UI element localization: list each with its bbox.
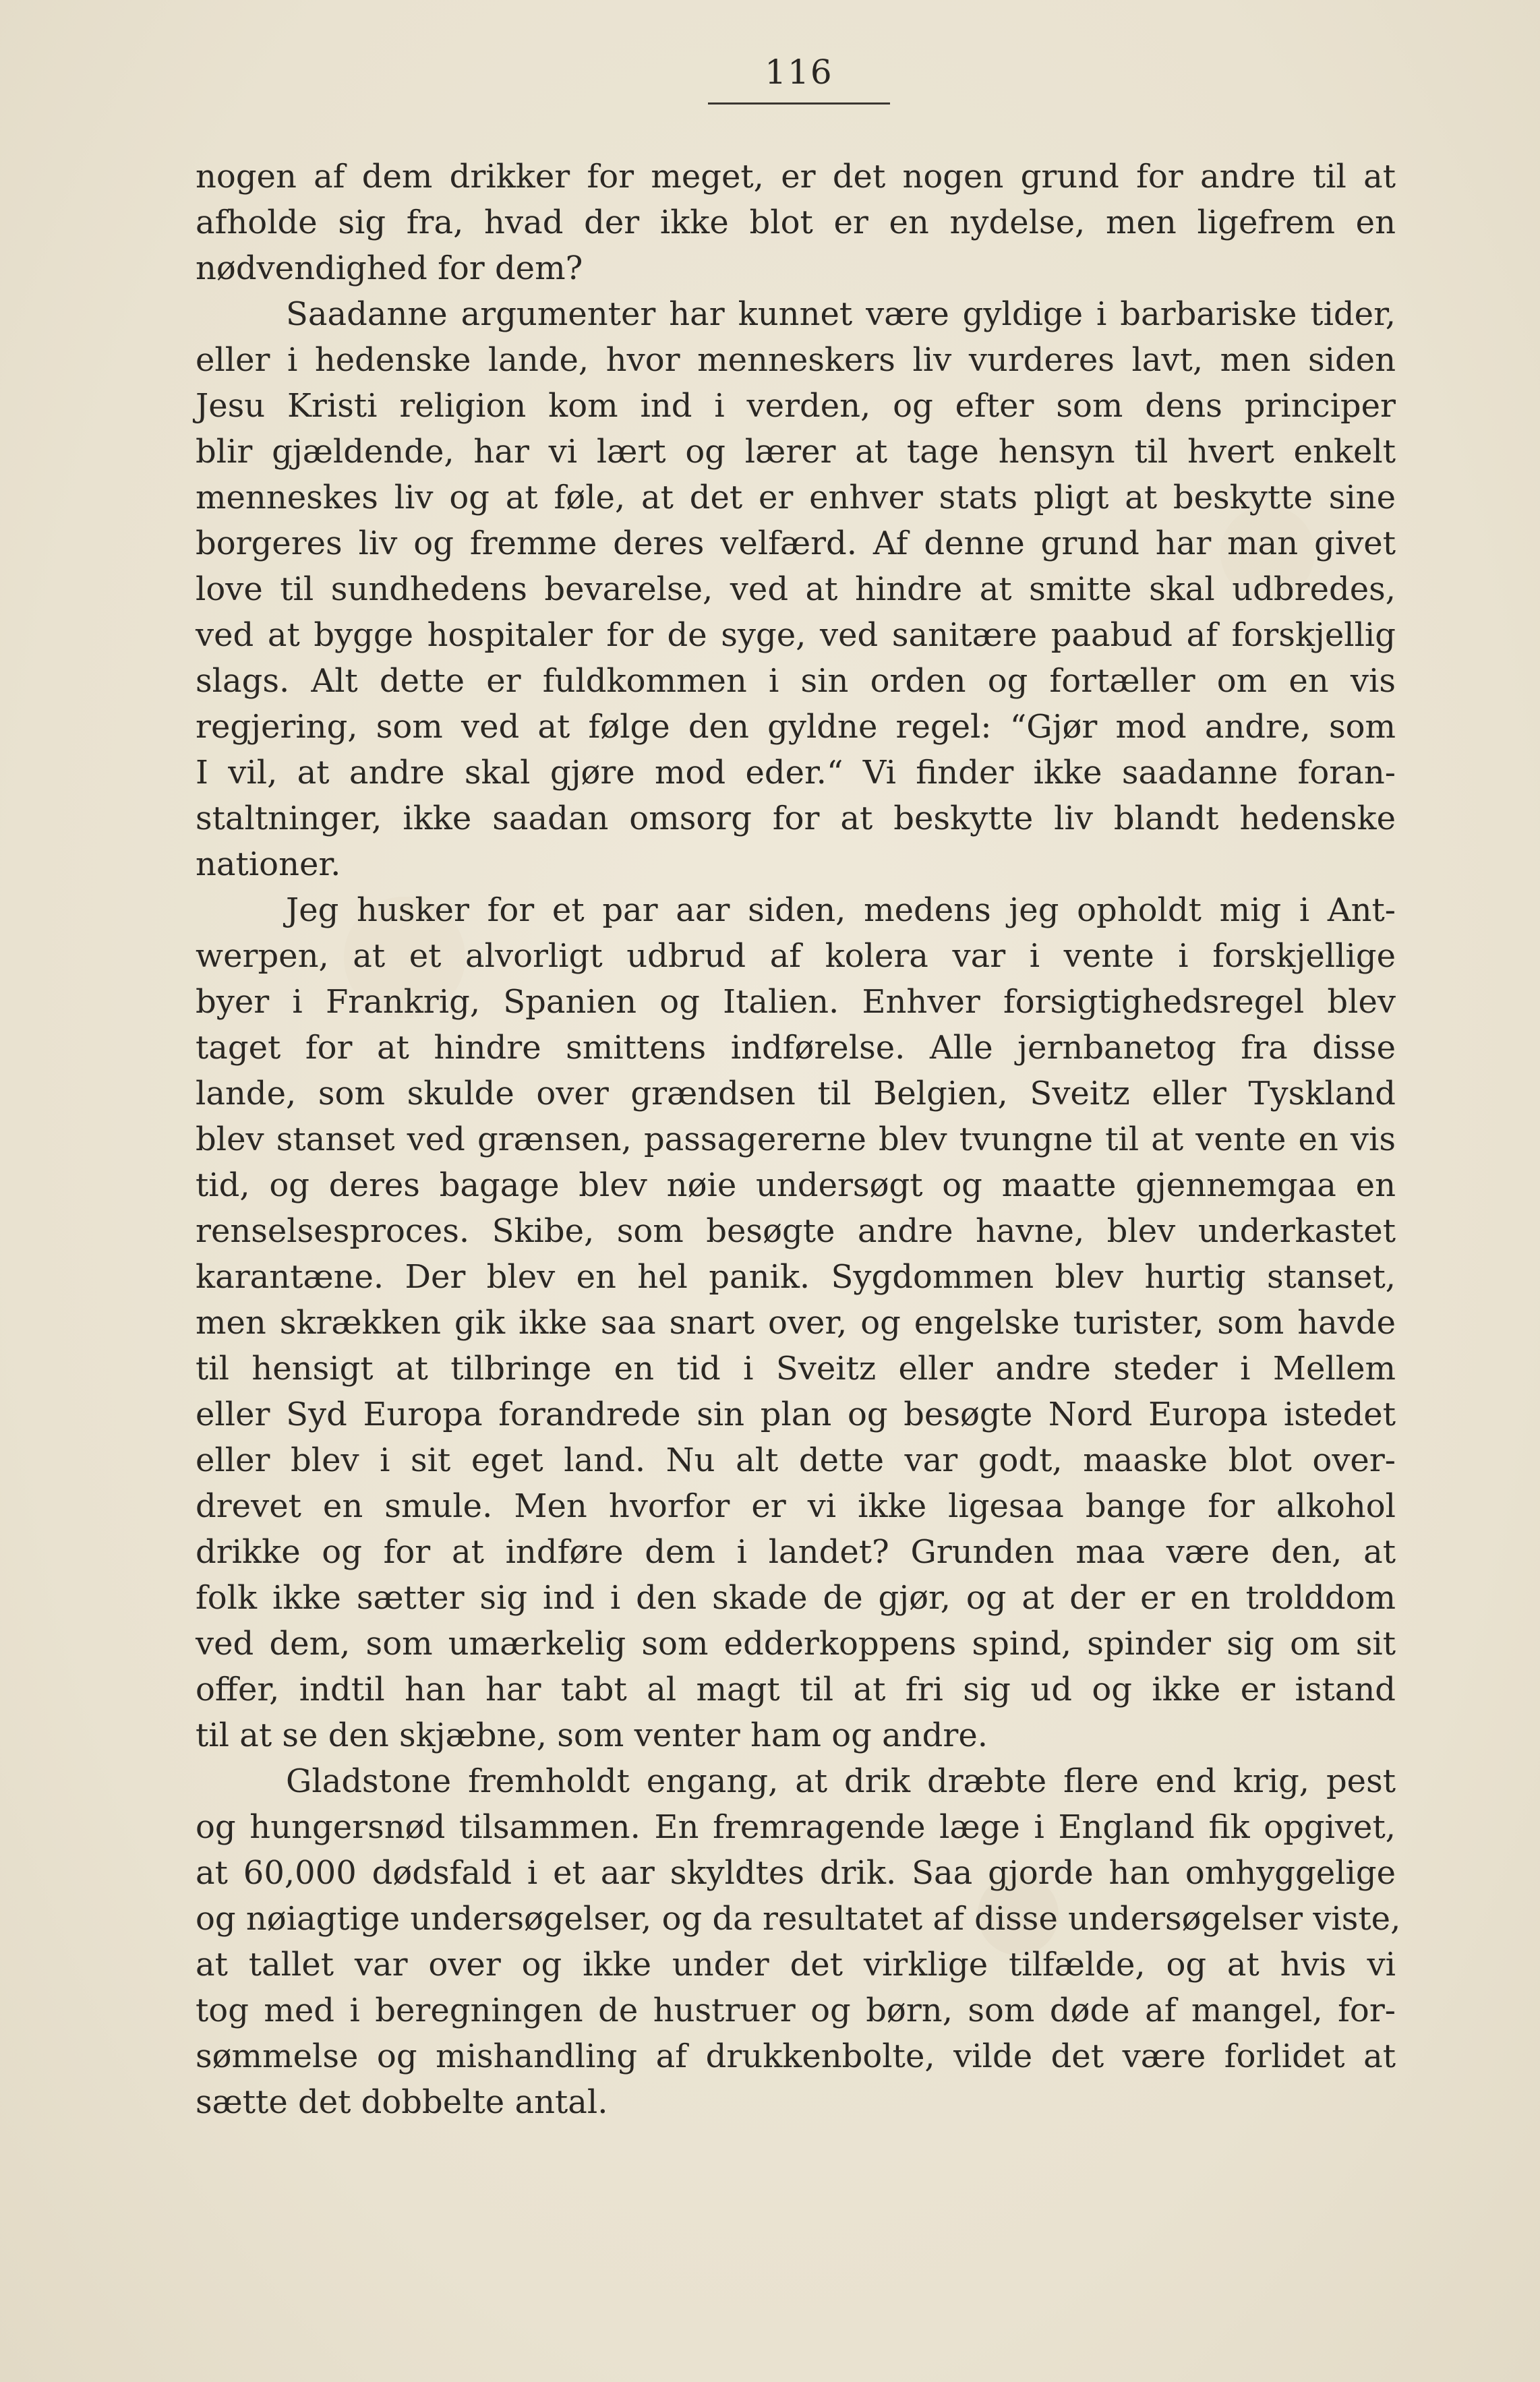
- text-line: ved at bygge hospitaler for de syge, ved sanitære paabud af forskjellig: [196, 616, 1396, 654]
- text-line: Gladstone fremholdt engang, at drik dræbte flere end krig, pest: [286, 1762, 1396, 1800]
- text-line: offer, indtil han har tabt al magt til at fri sig ud og ikke er istand: [196, 1671, 1396, 1708]
- text-line: werpen, at et alvorligt udbrud af kolera var i vente i forskjellige: [196, 937, 1396, 975]
- text-line: til hensigt at tilbringe en tid i Sveitz eller andre steder i Mellem: [196, 1350, 1396, 1388]
- text-line: drevet en smule. Men hvorfor er vi ikke ligesaa bange for alkohol: [196, 1487, 1396, 1525]
- text-line: nationer.: [196, 845, 341, 883]
- text-line: karantæne. Der blev en hel panik. Sygdommen blev hurtig stanset,: [196, 1258, 1396, 1296]
- text-line: sætte det dobbelte antal.: [196, 2083, 608, 2121]
- text-line: eller blev i sit eget land. Nu alt dette var godt, maaske blot over-: [196, 1441, 1396, 1479]
- text-line: slags. Alt dette er fuldkommen i sin orden og fortæller om en vis: [196, 662, 1396, 700]
- text-line: tog med i beregningen de hustruer og børn, som døde af mangel, for-: [196, 1992, 1396, 2029]
- header-rule: [708, 102, 890, 105]
- text-line: nogen af dem drikker for meget, er det nogen grund for andre til at: [196, 158, 1396, 196]
- text-line: love til sundhedens bevarelse, ved at hindre at smitte skal udbredes,: [196, 570, 1396, 608]
- text-line: Jesu Kristi religion kom ind i verden, og efter som dens principer: [196, 387, 1396, 425]
- text-line: nødvendighed for dem?: [196, 249, 583, 287]
- text-line: sømmelse og mishandling af drukkenbolte, vilde det være forlidet at: [196, 2037, 1396, 2075]
- text-line: lande, som skulde over grændsen til Belgien, Sveitz eller Tyskland: [196, 1075, 1396, 1112]
- text-line: og nøiagtige undersøgelser, og da resultatet af disse undersøgelser viste,: [196, 1900, 1401, 1938]
- text-line: menneskes liv og at føle, at det er enhver stats pligt at beskytte sine: [196, 479, 1396, 516]
- text-line: at 60,000 dødsfald i et aar skyldtes drik. Saa gjorde han omhyggelige: [196, 1854, 1396, 1892]
- text-line: eller i hedenske lande, hvor menneskers liv vurderes lavt, men siden: [196, 341, 1396, 379]
- text-line: byer i Frankrig, Spanien og Italien. Enhver forsigtighedsregel blev: [196, 983, 1396, 1021]
- text-line: til at se den skjæbne, som venter ham og andre.: [196, 1717, 988, 1754]
- text-line: Saadanne argumenter har kunnet være gyldige i barbariske tider,: [286, 295, 1396, 333]
- page-number: 116: [765, 53, 833, 92]
- text-line: taget for at hindre smittens indførelse. Alle jernbanetog fra disse: [196, 1029, 1396, 1067]
- text-line: eller Syd Europa forandrede sin plan og besøgte Nord Europa istedet: [196, 1396, 1396, 1433]
- text-line: renselsesproces. Skibe, som besøgte andre havne, blev underkastet: [196, 1212, 1396, 1250]
- text-line: Jeg husker for et par aar siden, medens jeg opholdt mig i Ant-: [286, 891, 1396, 929]
- text-line: men skrækken gik ikke saa snart over, og engelske turister, som havde: [196, 1304, 1396, 1342]
- text-line: borgeres liv og fremme deres velfærd. Af denne grund har man givet: [196, 525, 1396, 562]
- text-line: at tallet var over og ikke under det virklige tilfælde, og at hvis vi: [196, 1946, 1396, 1984]
- text-line: tid, og deres bagage blev nøie undersøgt og maatte gjennemgaa en: [196, 1166, 1396, 1204]
- body-text: [196, 154, 1401, 2125]
- text-line: I vil, at andre skal gjøre mod eder.“ Vi finder ikke saadanne foran-: [196, 754, 1396, 792]
- text-line: staltninger, ikke saadan omsorg for at beskytte liv blandt hedenske: [196, 800, 1396, 837]
- text-line: blir gjældende, har vi lært og lærer at tage hensyn til hvert enkelt: [196, 433, 1396, 471]
- text-line: drikke og for at indføre dem i landet? Grunden maa være den, at: [196, 1533, 1396, 1571]
- text-line: blev stanset ved grænsen, passagererne blev tvungne til at vente en vis: [196, 1121, 1396, 1158]
- text-line: afholde sig fra, hvad der ikke blot er en nydelse, men ligefrem en: [196, 204, 1396, 241]
- page-header: [708, 49, 890, 96]
- text-line: regjering, som ved at følge den gyldne regel: “Gjør mod andre, som: [196, 708, 1396, 746]
- text-line: og hungersnød tilsammen. En fremragende læge i England fik opgivet,: [196, 1808, 1396, 1846]
- text-line: folk ikke sætter sig ind i den skade de gjør, og at der er en trolddom: [196, 1579, 1396, 1617]
- text-line: ved dem, som umærkelig som edderkoppens spind, spinder sig om sit: [196, 1625, 1396, 1663]
